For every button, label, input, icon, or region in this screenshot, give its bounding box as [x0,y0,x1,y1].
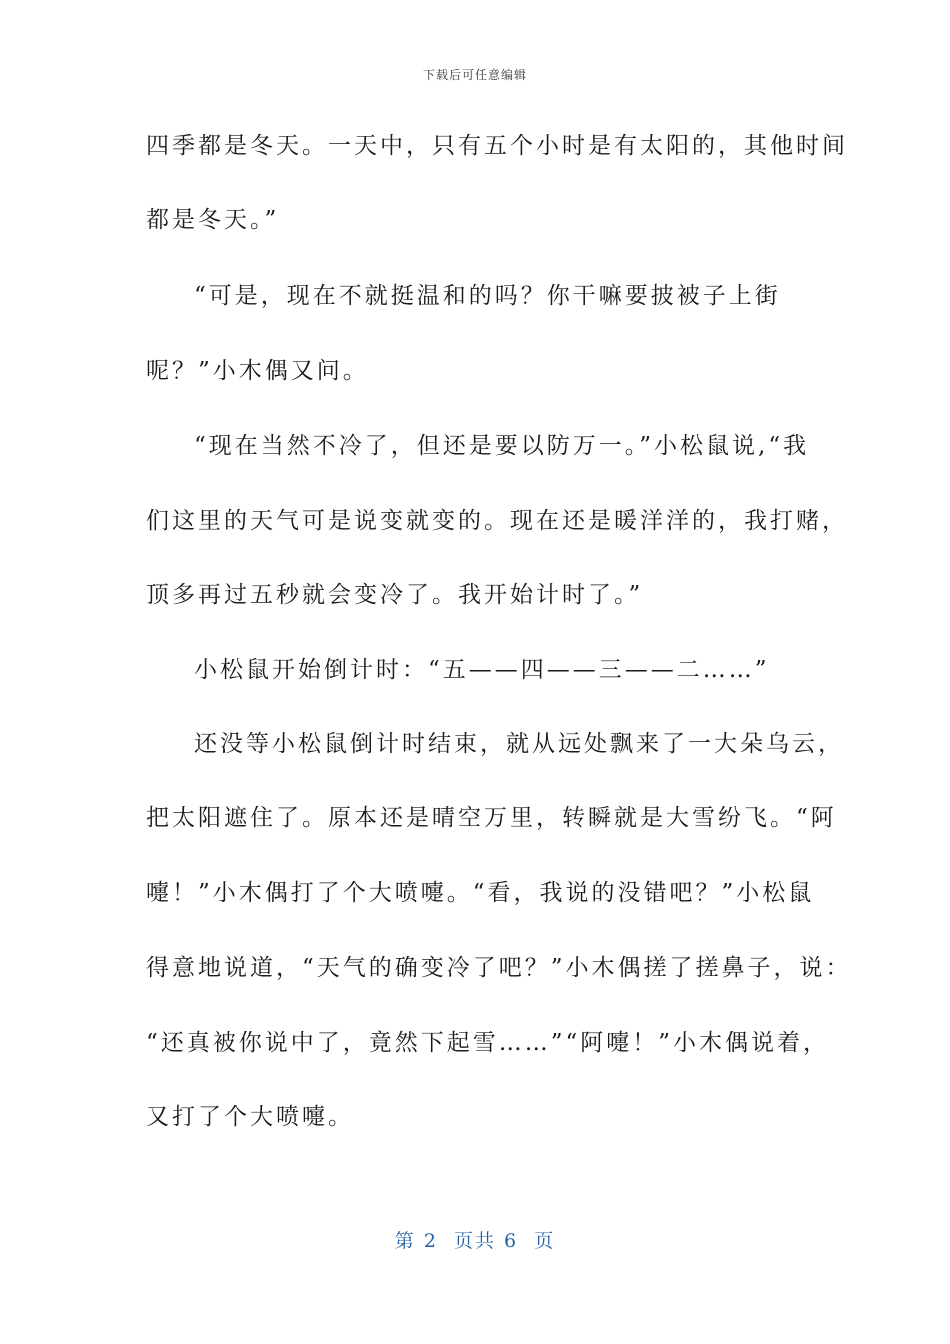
text-line: 都是冬天。” [146,207,280,233]
text-line: 小松鼠开始倒计时：“五——四——三——二……” [194,657,770,683]
text-line: 得意地说道，“天气的确变冷了吧？”小木偶搓了搓鼻子，说： [146,955,852,981]
text-line: “可是，现在不就挺温和的吗？你干嘛要披被子上街 [194,283,781,309]
text-line: 嚏！”小木偶打了个大喷嚏。“看，我说的没错吧？”小松鼠 [146,880,815,906]
text-line: 们这里的天气可是说变就变的。现在还是暖洋洋的，我打赌， [146,508,848,534]
text-line: “现在当然不冷了，但还是要以防万一。”小松鼠说,“我 [194,433,810,459]
text-line: 顶多再过五秒就会变冷了。我开始计时了。” [146,582,644,608]
text-line: 四季都是冬天。一天中，只有五个小时是有太阳的，其他时间 [146,133,848,159]
page-header: 下载后可任意编辑 [422,68,527,82]
page-number-footer: 第 2 页共 6 页 [394,1230,556,1252]
text-line: 呢？”小木偶又问。 [146,358,369,384]
text-line: “还真被你说中了，竟然下起雪……”“阿嚏！”小木偶说着， [146,1030,830,1056]
text-line: 还没等小松鼠倒计时结束，就从远处飘来了一大朵乌云， [194,731,844,757]
text-line: 把太阳遮住了。原本还是晴空万里，转瞬就是大雪纷飞。“阿 [146,805,837,831]
text-line: 又打了个大喷嚏。 [146,1104,354,1130]
